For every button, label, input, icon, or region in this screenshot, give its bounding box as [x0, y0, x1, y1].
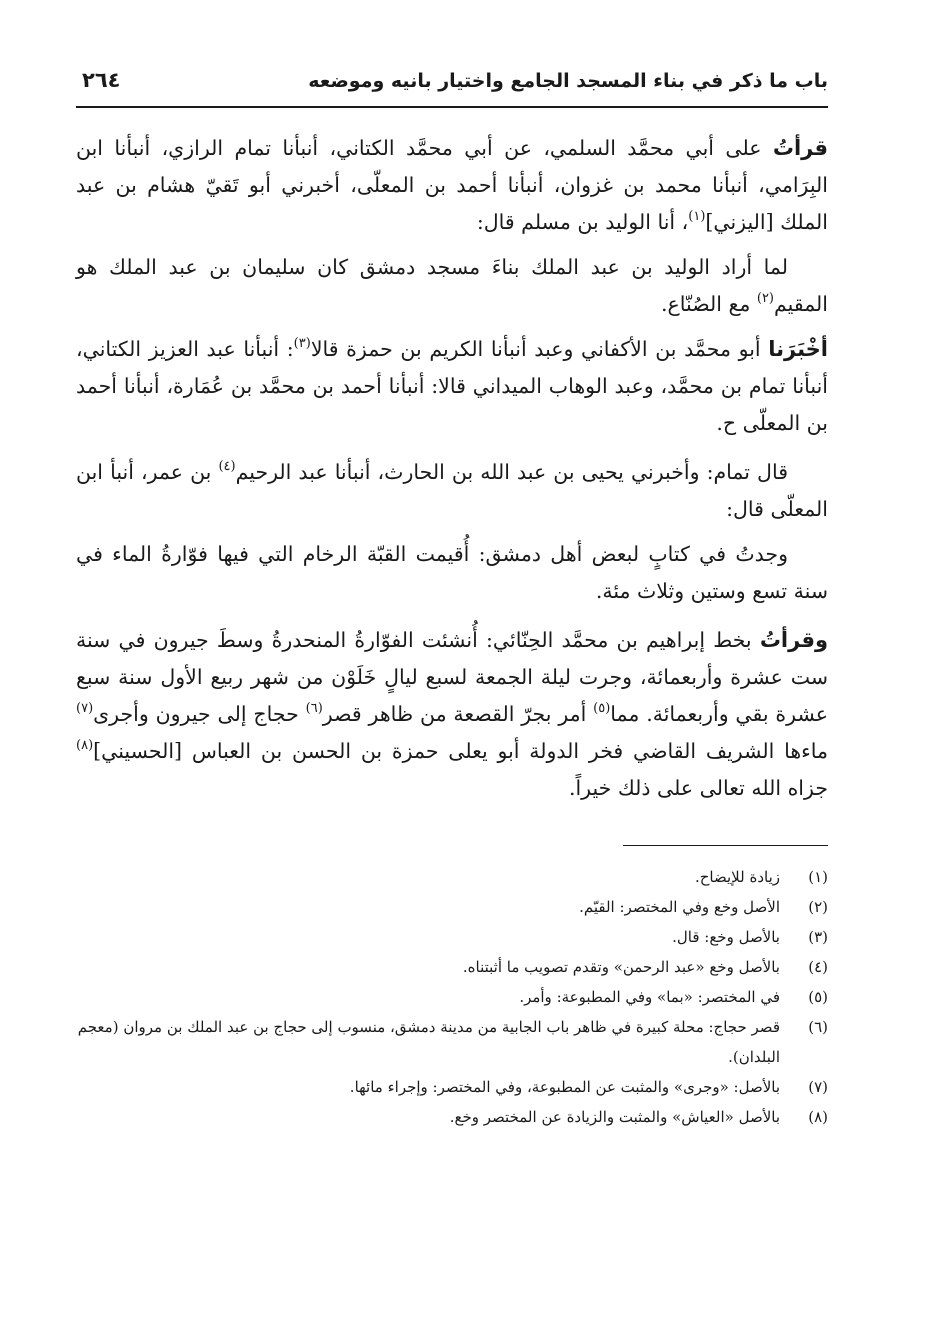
footnote-ref[interactable]: (٨) [76, 738, 94, 753]
chapter-title: باب ما ذكر في بناء المسجد الجامع واختيار بانيه وموضعه [308, 70, 828, 92]
footnote-ref[interactable]: (٦) [305, 701, 323, 716]
footnote-text: بالأصل: «وجرى» والمثبت عن المطبوعة، وفي المختصر: وإجراء مائها. [349, 1078, 780, 1096]
paragraph-text: : أنبأنا عبد العزيز الكتاني، أنبأنا تمام بن محمَّد، وعبد الوهاب الميداني قالا: أنبأنا أحمد بن محمَّد بن عُمَارة، أنبأنا أحمد بن المعلّى ح. [76, 337, 828, 435]
footnote-ref[interactable]: (٧) [76, 701, 94, 716]
footnote-item [76, 1012, 828, 1072]
footnote-number: (٧) [808, 1078, 828, 1096]
paragraph-2 [76, 249, 828, 323]
footnote-separator [623, 845, 828, 846]
footnote-number: (٥) [808, 988, 828, 1006]
footnote-ref[interactable]: (٥) [593, 701, 611, 716]
footnote-ref[interactable]: (٢) [756, 291, 774, 306]
footnote-item [76, 862, 828, 892]
paragraph-text: حجاج إلى جيرون وأجرى [93, 702, 306, 726]
footnote-ref[interactable]: (٣) [293, 336, 311, 351]
footnote-text: بالأصل وخع «عبد الرحمن» وتقدم تصويب ما أثبتناه. [462, 958, 780, 976]
footnote-item [76, 982, 828, 1012]
footnote-ref[interactable]: (٤) [218, 459, 236, 474]
footnote-number: (٢) [808, 898, 828, 916]
footnotes-list [76, 862, 828, 1132]
paragraph-text: جزاه الله تعالى على ذلك خيراً. [568, 776, 828, 800]
paragraph-3 [76, 331, 828, 442]
footnote-item [76, 952, 828, 982]
paragraph-lead: وقرأتُ [759, 628, 828, 652]
paragraph-text: أمر بجرّ القصعة من ظاهر قصر [322, 702, 594, 726]
paragraph-text: بن عمر، أنبأ ابن المعلّى قال: [76, 460, 828, 521]
paragraph-text: على أبي محمَّد السلمي، عن أبي محمَّد الكتاني، أنبأنا تمام الرازي، أنبأنا ابن البِرَامي، أنبأنا محمد بن غزوان، أنبأنا أحمد بن المعلّى، أخبرني أبو تَقيّ هشام بن عبد الملك [اليزني] [76, 136, 828, 234]
footnote-text: الأصل وخع وفي المختصر: القيّم. [579, 898, 780, 916]
paragraph-text: قال تمام: وأخبرني يحيى بن عبد الله بن الحارث، أنبأنا عبد الرحيم [235, 460, 789, 484]
footnote-text: في المختصر: «بما» وفي المطبوعة: وأمر. [519, 988, 780, 1006]
running-header [76, 62, 828, 108]
footnote-number: (٤) [808, 958, 828, 976]
footnote-number: (٦) [808, 1018, 828, 1036]
page-number: ٢٦٤ [82, 68, 121, 92]
paragraph-text: مع الصُنّاع. [661, 292, 757, 316]
footnote-item [76, 922, 828, 952]
footnote-item [76, 892, 828, 922]
paragraph-text: أبو محمَّد بن الأكفاني وعبد أنبأنا الكريم بن حمزة قالا [310, 337, 761, 361]
main-text [76, 130, 828, 807]
footnote-text: قصر حجاج: محلة كبيرة في ظاهر باب الجابية من مدينة دمشق، منسوب إلى حجاج بن عبد الملك بن مروان (معجم البلدان). [77, 1018, 780, 1066]
paragraph-text: ماءها الشريف القاضي فخر الدولة أبو يعلى حمزة بن الحسن بن العباس [الحسيني] [93, 739, 828, 763]
footnote-item [76, 1102, 828, 1132]
paragraph-6 [76, 622, 828, 807]
footnote-text: بالأصل وخع: قال. [672, 928, 780, 946]
paragraph-lead: أخْبَرَنا [768, 337, 828, 361]
footnote-number: (٣) [808, 928, 828, 946]
footnote-number: (١) [808, 868, 828, 886]
footnote-ref[interactable]: (١) [688, 209, 706, 224]
paragraph-text: بخط إبراهيم بن محمَّد الحِنّائي: أُنشئت الفوّارةُ المنحدرةُ وسطَ جيرون في سنة ست عشرة وأربعمائة، وجرت ليلة الجمعة لسبع ليالٍ خَلَوْن من شهر ربيع الأول سنة سبع عشرة بقي وأربعمائة. مما [76, 628, 828, 726]
paragraph-5 [76, 536, 828, 610]
footnote-text: زيادة للإيضاح. [694, 868, 780, 886]
footnote-text: بالأصل «العياش» والمثبت والزيادة عن المختصر وخع. [449, 1108, 780, 1126]
paragraph-text: ، أنا الوليد بن مسلم قال: [476, 210, 689, 234]
paragraph-lead: قرأتُ [772, 136, 828, 160]
footnote-item [76, 1072, 828, 1102]
paragraph-1 [76, 130, 828, 241]
paragraph-text: لما أراد الوليد بن عبد الملك بناءَ مسجد دمشق كان سليمان بن عبد الملك هو المقيم [76, 255, 828, 316]
paragraph-4 [76, 454, 828, 528]
paragraph-text: وجدتُ في كتابٍ لبعض أهل دمشق: أُقيمت القبّة الرخام التي فيها فوّارةُ الماء في سنة تسع وستين وثلاث مئة. [76, 542, 828, 603]
footnote-number: (٨) [808, 1108, 828, 1126]
